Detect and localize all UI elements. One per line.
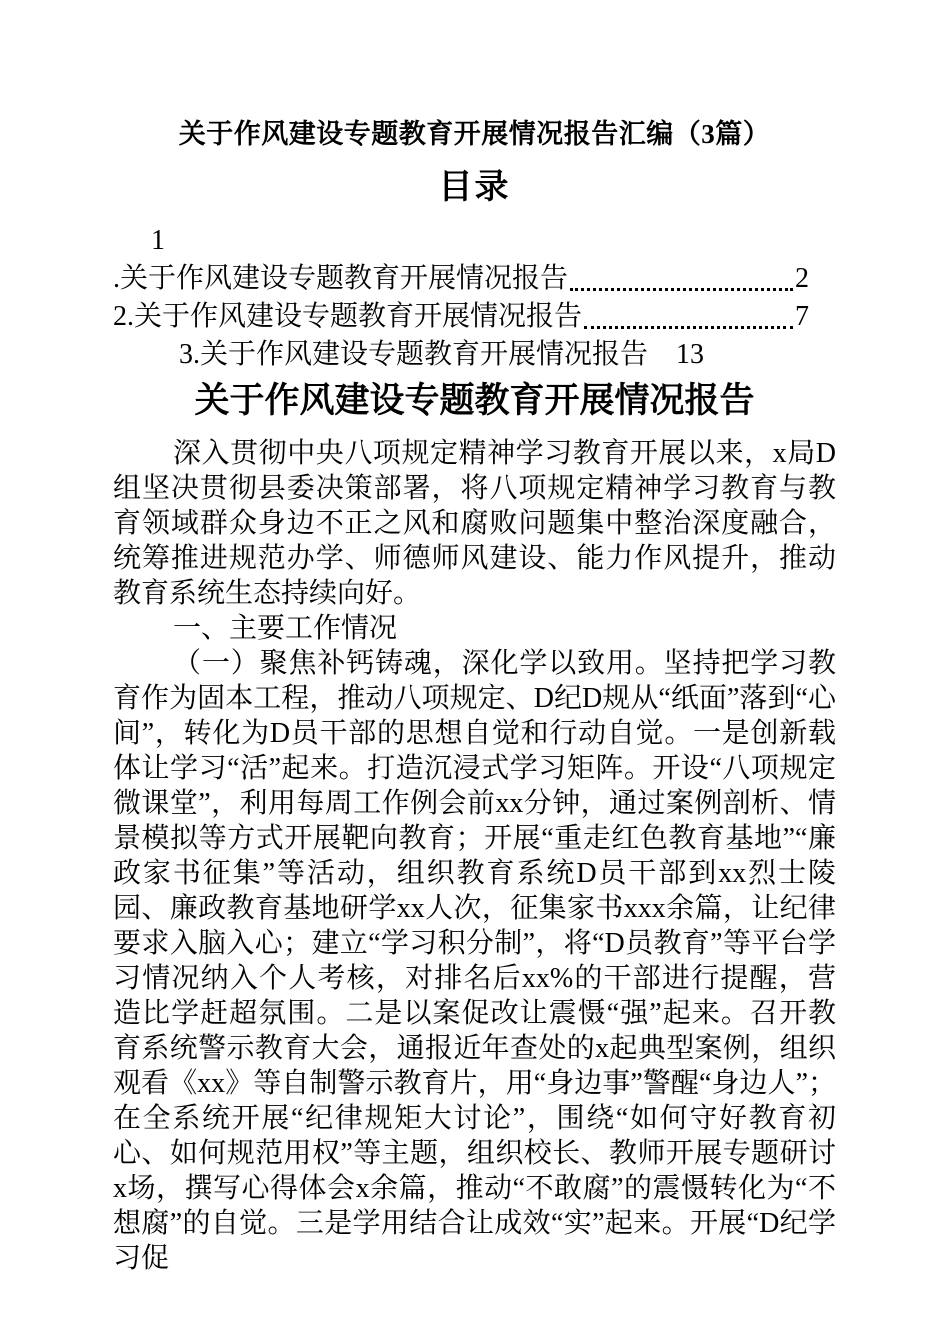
toc-page-number: 13	[676, 339, 705, 370]
toc-entry-1[interactable]	[113, 260, 809, 298]
document-body	[113, 436, 836, 1276]
toc-entry-label: 2.关于作风建设专题教育开展情况报告	[113, 301, 583, 332]
page-content	[0, 116, 950, 1276]
toc-page-number: 7	[795, 301, 809, 332]
toc-leader-dots	[584, 326, 793, 329]
toc-heading: 目录	[438, 169, 511, 206]
body-paragraph: （一）聚焦补钙铸魂，深化学以致用。坚持把学习教育作为固本工程，推动八项规定、D纪D规从“纸面”落到“心间”，转化为D员干部的思想自觉和行动自觉。一是创新载体让学习“活”起来。打造沉浸式学习矩阵。开设“八项规定微课堂”，利用每周工作例会前xx分钟，通过案例剖析、情景模拟等方式开展靶向教育；开展“重走红色教育基地”“廉政家书征集”等活动，组织教育系统D员干部到xx烈士陵园、廉政教育基地研学xx人次，征集家书xxx余篇，让纪律要求入脑入心；建立“学习积分制”，将“D员教育”等平台学习情况纳入个人考核，对排名后xx%的干部进行提醒，营造比学赶超氛围。二是以案促改让震慑“强”起来。召开教育系统警示教育大会，通报近年查处的x起典型案例，组织观看《xx》等自制警示教育片，用“身边事”警醒“身边人”；在全系统开展“纪律规矩大讨论”，围绕“如何守好教育初心、如何规范用权”等主题，组织校长、教师开展专题研讨x场，撰写心得体会x余篇，推动“不敢腐”的震慑转化为“不想腐”的自觉。三是学用结合让成效“实”起来。开展“D纪学习促	[113, 648, 836, 1274]
section-title: 关于作风建设专题教育开展情况报告	[194, 381, 755, 420]
toc	[113, 222, 836, 374]
toc-entry-label: .关于作风建设专题教育开展情况报告	[113, 263, 569, 294]
toc-entry-3[interactable]	[113, 336, 809, 374]
toc-entry-label: 3.关于作风建设专题教育开展情况报告	[179, 339, 649, 370]
body-paragraph: 一、主要工作情况	[173, 613, 398, 644]
toc-entry-2[interactable]	[113, 298, 809, 336]
doc-title: 关于作风建设专题教育开展情况报告汇编（3篇）	[178, 119, 771, 149]
toc-orphan-number: 1	[151, 225, 165, 256]
body-paragraph: 深入贯彻中央八项规定精神学习教育开展以来，x局D组坚决贯彻县委决策部署，将八项规定精神学习教育与教育领域群众身边不正之风和腐败问题集中整治深度融合，统筹推进规范办学、师德师风建设、能力作风提升，推动教育系统生态持续向好。	[113, 438, 836, 609]
toc-leader-dots	[570, 288, 793, 291]
toc-page-number: 2	[795, 263, 809, 294]
